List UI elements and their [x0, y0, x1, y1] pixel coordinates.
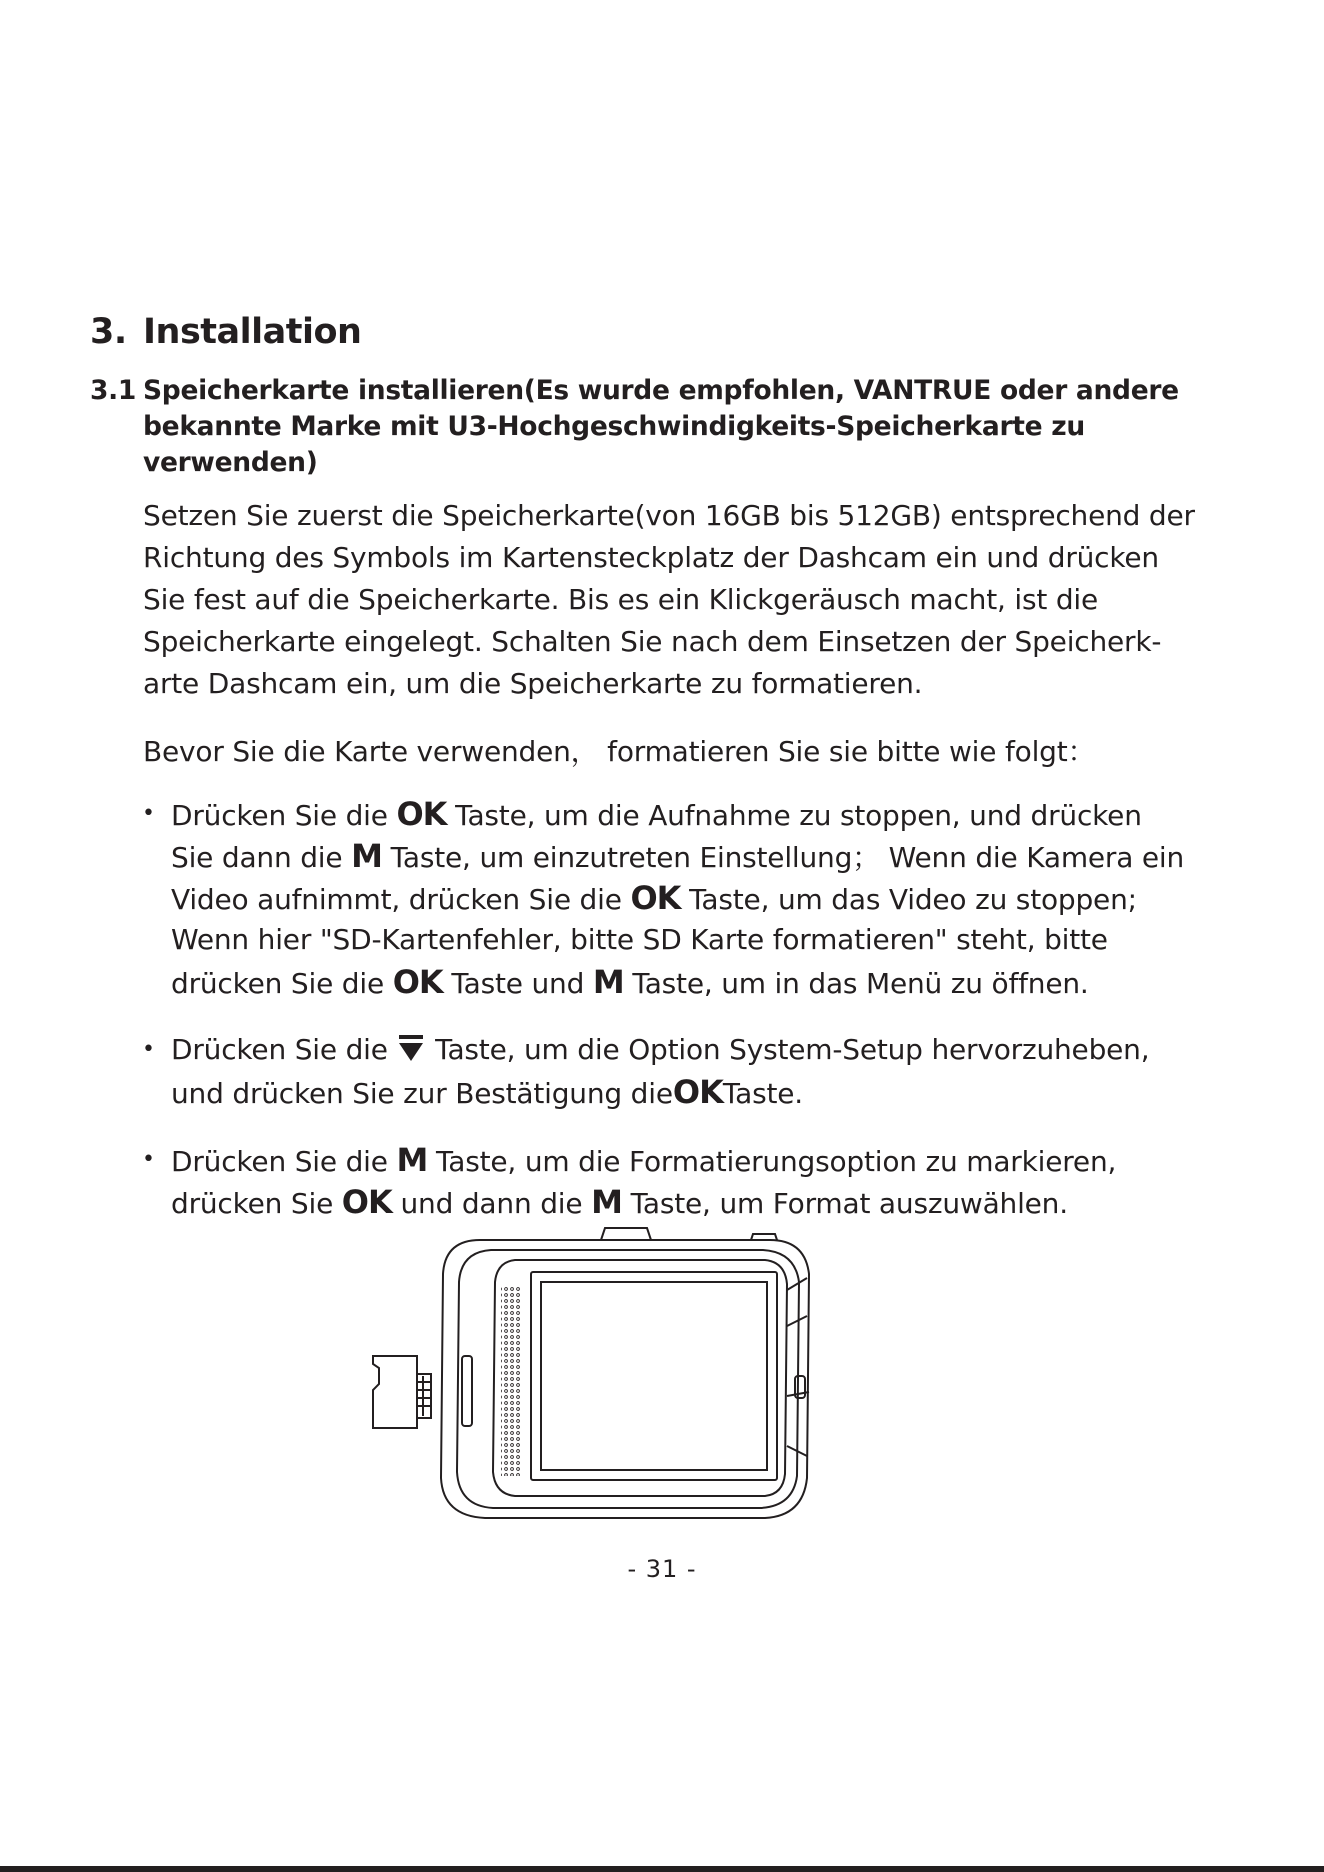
bullet-text: und drücken Sie zur Bestätigung die — [171, 1077, 673, 1110]
bullet-text: Sie dann die — [171, 841, 352, 874]
paragraph-line: Setzen Sie zuerst die Speicherkarte(von 16GB bis 512GB) entsprechend der — [143, 499, 1195, 532]
m-key-label: M — [591, 1183, 622, 1221]
bullet-text: Taste, um die Aufnahme zu stoppen, und drücken — [446, 799, 1142, 832]
intro-paragraph — [143, 495, 1195, 705]
ok-key-label: OK — [630, 879, 681, 917]
section-title: Installation — [143, 312, 362, 352]
ok-key-label: OK — [672, 1073, 723, 1111]
bullet-dot: • — [142, 1037, 155, 1062]
m-key-label: M — [592, 963, 624, 1001]
bullet-text: Video aufnimmt, drücken Sie die — [171, 883, 631, 916]
dashcam-with-memory-card-icon — [365, 1226, 875, 1528]
subsection-title-line: bekannte Marke mit U3-Hochgeschwindigkeits-Speicherkarte zu — [143, 411, 1085, 442]
bullet-text: Taste, um einzutreten Einstellung； Wenn die Kamera ein — [381, 841, 1185, 874]
paragraph-line: Speicherkarte eingelegt. Schalten Sie nach dem Einsetzen der Speicherk- — [143, 625, 1162, 658]
bullet-text: Drücken Sie die — [171, 1033, 397, 1066]
bullet-text: Drücken Sie die — [171, 1145, 397, 1178]
bullet-text: Taste und — [442, 967, 593, 1000]
section-heading — [90, 312, 361, 352]
ok-key-label: OK — [396, 795, 447, 833]
paragraph-line: arte Dashcam ein, um die Speicherkarte zu formatieren. — [143, 667, 923, 700]
bullet-text: Drücken Sie die — [171, 799, 397, 832]
ok-key-label: OK — [392, 963, 443, 1001]
bullet-text: drücken Sie — [171, 1187, 342, 1220]
paragraph-line: Sie fest auf die Speicherkarte. Bis es ein Klickgeräusch macht, ist die — [143, 583, 1098, 616]
footer-rule — [0, 1866, 1324, 1872]
bullet-text: Taste. — [722, 1077, 803, 1110]
down-arrow-key-icon — [396, 1033, 426, 1063]
bullet-text: Taste, um in das Menü zu öffnen. — [623, 967, 1089, 1000]
bullet-text: Taste, um Format auszuwählen. — [621, 1187, 1068, 1220]
page-number: - 31 - — [627, 1555, 697, 1583]
m-key-label: M — [351, 837, 382, 875]
subsection-title-line: Speicherkarte installieren(Es wurde empfohlen, VANTRUE oder andere — [143, 375, 1179, 406]
paragraph-line: Bevor Sie die Karte verwenden， formatieren Sie sie bitte wie folgt： — [143, 735, 1096, 768]
paragraph-line: Richtung des Symbols im Kartensteckplatz der Dashcam ein und drücken — [143, 541, 1159, 574]
bullet-text: Wenn hier "SD-Kartenfehler, bitte SD Karte formatieren" steht, bitte — [171, 923, 1108, 956]
m-key-label: M — [396, 1141, 428, 1179]
bullet-text: Taste, um die Option System-Setup hervorzuheben, — [426, 1033, 1150, 1066]
format-intro-paragraph — [143, 731, 1095, 773]
bullet-dot: • — [142, 801, 155, 826]
bullet-text: und dann die — [391, 1187, 592, 1220]
bullet-text: drücken Sie die — [171, 967, 393, 1000]
bullet-text: Taste, um die Formatierungsoption zu markieren, — [427, 1145, 1117, 1178]
bullet-text: Taste, um das Video zu stoppen; — [680, 883, 1137, 916]
section-number: 3. — [90, 312, 127, 352]
subsection-title-line: verwenden) — [143, 447, 318, 478]
subsection-number: 3.1 — [90, 375, 137, 406]
ok-key-label: OK — [341, 1183, 392, 1221]
bullet-dot: • — [142, 1147, 155, 1172]
